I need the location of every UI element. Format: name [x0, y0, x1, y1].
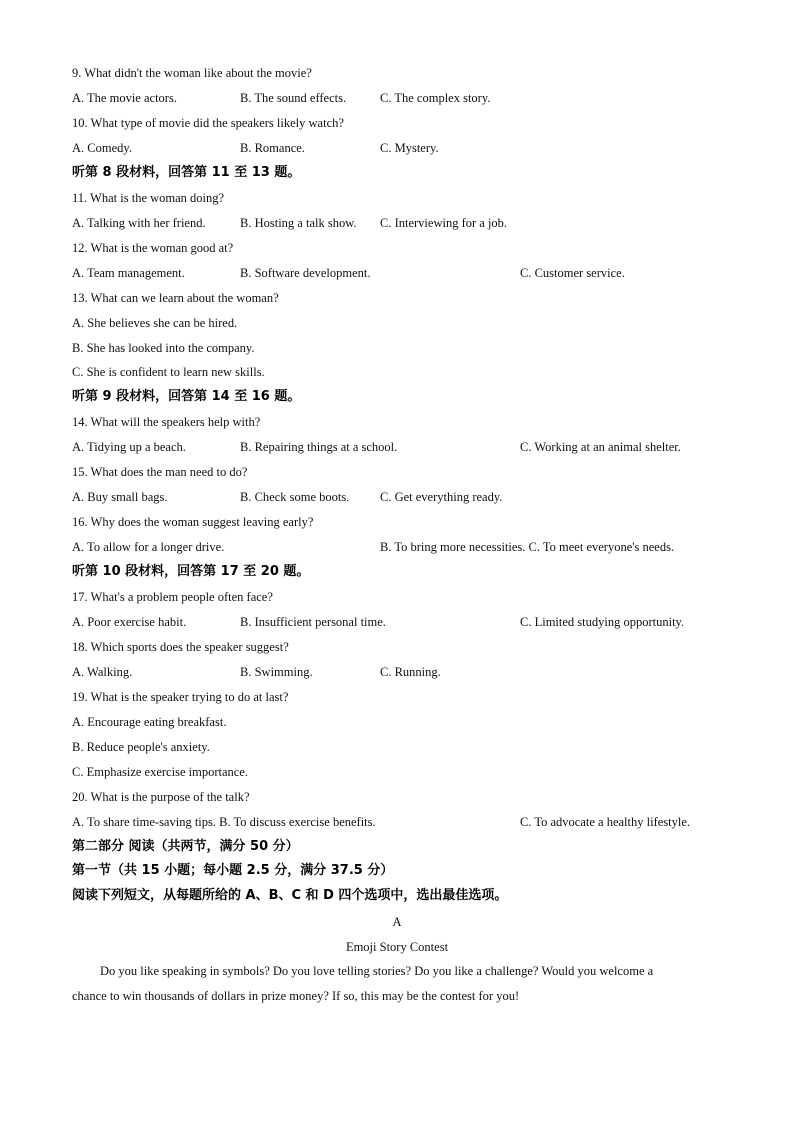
passage-line-2: chance to win thousands of dollars in prize money? If so, this may be the contest for you!: [72, 989, 520, 1003]
section-one-heading: 第一节（共 15 小题；每小题 2.5 分，满分 37.5 分）: [72, 863, 394, 878]
option-a: A. Buy small bags.: [72, 490, 168, 504]
section-heading-9: 听第 9 段材料，回答第 14 至 16 题。: [72, 389, 301, 404]
options-20: [72, 814, 691, 830]
options-10: [72, 140, 439, 156]
option-b: B. The sound effects.: [240, 91, 347, 105]
passage-line-1: Do you like speaking in symbols? Do you love telling stories? Do you like a challenge? Would you welcome a: [100, 964, 654, 978]
option-a: A. Tidying up a beach.: [72, 440, 186, 454]
question-11: 11. What is the woman doing?: [72, 191, 225, 205]
question-17: 17. What's a problem people often face?: [72, 590, 273, 604]
option-b: B. Swimming.: [240, 665, 313, 679]
option-ab: A. To share time-saving tips. B. To discuss exercise benefits.: [72, 815, 376, 829]
question-18: 18. Which sports does the speaker suggest?: [72, 640, 289, 654]
option-c: C. Limited studying opportunity.: [520, 615, 685, 629]
question-10: 10. What type of movie did the speakers likely watch?: [72, 116, 344, 130]
options-15: [72, 489, 503, 505]
question-9: 9. What didn't the woman like about the movie?: [72, 66, 312, 80]
option-b: B. Hosting a talk show.: [240, 216, 357, 230]
option-a: A. The movie actors.: [72, 91, 177, 105]
options-12: [72, 265, 625, 281]
option-a: A. Team management.: [72, 266, 185, 280]
options-18: [72, 664, 441, 680]
option-13-a: A. She believes she can be hired.: [72, 316, 238, 330]
option-b: B. Check some boots.: [240, 490, 350, 504]
options-17: [72, 614, 685, 630]
options-14: [72, 439, 681, 455]
option-a: A. Poor exercise habit.: [72, 615, 187, 629]
option-bc: B. To bring more necessities. C. To meet everyone's needs.: [380, 540, 675, 554]
option-b: B. Insufficient personal time.: [240, 615, 386, 629]
option-c: C. The complex story.: [380, 91, 491, 105]
option-19-c: C. Emphasize exercise importance.: [72, 765, 248, 779]
option-b: B. Repairing things at a school.: [240, 440, 398, 454]
option-c: C. Customer service.: [520, 266, 625, 280]
options-16: [72, 539, 675, 555]
section-heading-8: 听第 8 段材料，回答第 11 至 13 题。: [72, 165, 301, 180]
option-13-c: C. She is confident to learn new skills.: [72, 365, 265, 379]
passage-letter: A: [392, 915, 402, 929]
option-c: C. Working at an animal shelter.: [520, 440, 681, 454]
question-16: 16. Why does the woman suggest leaving early?: [72, 515, 314, 529]
question-20: 20. What is the purpose of the talk?: [72, 790, 250, 804]
question-14: 14. What will the speakers help with?: [72, 415, 261, 429]
option-c: C. Mystery.: [380, 141, 439, 155]
option-b: B. Romance.: [240, 141, 305, 155]
option-a: A. Comedy.: [72, 141, 132, 155]
option-a: A. Talking with her friend.: [72, 216, 206, 230]
option-a: A. To allow for a longer drive.: [72, 540, 225, 554]
option-19-a: A. Encourage eating breakfast.: [72, 715, 227, 729]
option-a: A. Walking.: [72, 665, 133, 679]
option-c: C. Running.: [380, 665, 441, 679]
options-9: [72, 90, 491, 106]
question-15: 15. What does the man need to do?: [72, 465, 248, 479]
option-c: C. Get everything ready.: [380, 490, 503, 504]
option-19-b: B. Reduce people's anxiety.: [72, 740, 210, 754]
section-heading-10: 听第 10 段材料，回答第 17 至 20 题。: [72, 564, 310, 579]
question-12: 12. What is the woman good at?: [72, 241, 234, 255]
question-19: 19. What is the speaker trying to do at last?: [72, 690, 289, 704]
part-two-heading: 第二部分 阅读（共两节，满分 50 分）: [72, 839, 299, 854]
option-c: C. Interviewing for a job.: [380, 216, 508, 230]
passage-title: Emoji Story Contest: [345, 940, 449, 954]
option-b: B. Software development.: [240, 266, 371, 280]
options-11: [72, 215, 508, 231]
option-c: C. To advocate a healthy lifestyle.: [520, 815, 691, 829]
option-13-b: B. She has looked into the company.: [72, 341, 255, 355]
question-13: 13. What can we learn about the woman?: [72, 291, 279, 305]
reading-instruction: 阅读下列短文，从每题所给的 A、B、C 和 D 四个选项中，选出最佳选项。: [72, 888, 508, 903]
